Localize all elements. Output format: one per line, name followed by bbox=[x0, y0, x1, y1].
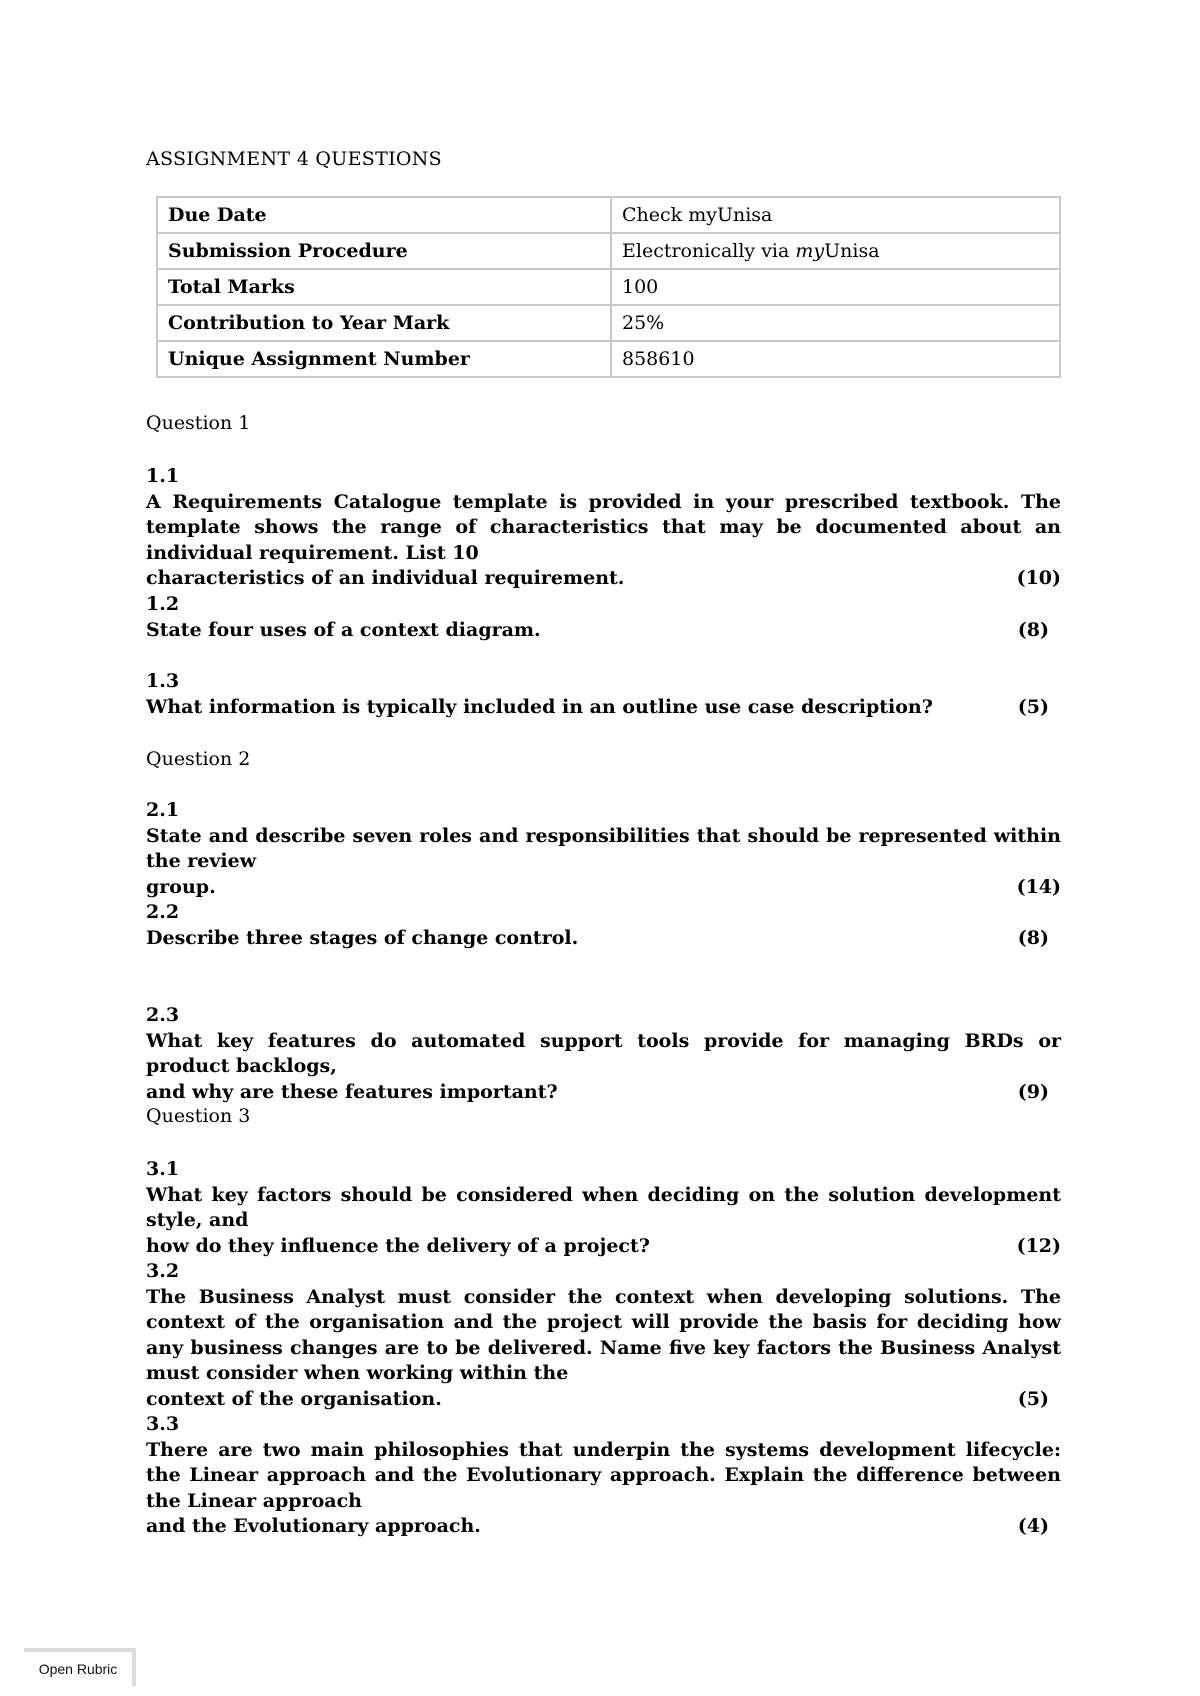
question-marks: (5) bbox=[1017, 695, 1049, 718]
question-2-heading: Question 2 bbox=[146, 748, 251, 770]
info-value: 100 bbox=[611, 269, 1060, 305]
question-number: 2.2 bbox=[146, 901, 180, 923]
question-1-2 bbox=[146, 592, 1061, 643]
question-text-end: Describe three stages of change control. bbox=[146, 926, 579, 949]
question-marks: (9) bbox=[1017, 1080, 1049, 1103]
info-label: Contribution to Year Mark bbox=[157, 305, 611, 341]
question-number: 2.1 bbox=[146, 799, 180, 821]
info-value: 25% bbox=[611, 305, 1060, 341]
question-1-1 bbox=[146, 464, 1061, 592]
info-value: 858610 bbox=[611, 341, 1060, 377]
info-value: Check myUnisa bbox=[611, 197, 1060, 233]
question-marks: (8) bbox=[1017, 618, 1049, 641]
question-marks: (4) bbox=[1017, 1515, 1049, 1537]
question-number: 1.1 bbox=[146, 465, 180, 487]
info-label: Unique Assignment Number bbox=[157, 341, 611, 377]
question-1-3 bbox=[146, 669, 1061, 720]
question-3-heading: Question 3 bbox=[146, 1105, 251, 1127]
question-text-end: characteristics of an individual requirement. bbox=[146, 567, 625, 589]
question-marks: (8) bbox=[1017, 926, 1049, 949]
question-text-end: and the Evolutionary approach. bbox=[146, 1515, 481, 1537]
question-text-end: State four uses of a context diagram. bbox=[146, 618, 541, 641]
question-text-end: group. bbox=[146, 875, 216, 898]
question-text-end: What information is typically included in an outline use case description? bbox=[146, 695, 933, 718]
question-text: There are two main philosophies that underpin the systems development lifecycle: the Linear approach and the Evolutionary approach. Explain the difference between the Linear approach bbox=[146, 1438, 1061, 1512]
question-text: State and describe seven roles and responsibilities that should be represented within the review bbox=[146, 824, 1061, 872]
question-number: 3.2 bbox=[146, 1260, 180, 1282]
question-text-end: how do they influence the delivery of a project? bbox=[146, 1234, 650, 1257]
question-marks: (12) bbox=[1016, 1234, 1061, 1257]
question-text: What key features do automated support tools provide for managing BRDs or product backlogs, bbox=[146, 1029, 1061, 1077]
info-row-due-date bbox=[157, 197, 1060, 233]
open-rubric-button[interactable]: Open Rubric bbox=[24, 1648, 136, 1686]
question-marks: (14) bbox=[1016, 875, 1061, 898]
info-row-total-marks bbox=[157, 269, 1060, 305]
info-label: Total Marks bbox=[157, 269, 611, 305]
info-label: Submission Procedure bbox=[157, 233, 611, 269]
question-2-1 bbox=[146, 798, 1061, 900]
question-text-end: and why are these features important? bbox=[146, 1080, 558, 1103]
question-number: 2.3 bbox=[146, 1004, 180, 1026]
info-row-year-mark-contribution bbox=[157, 305, 1060, 341]
question-marks: (5) bbox=[1017, 1387, 1049, 1410]
question-2-3 bbox=[146, 1003, 1061, 1105]
question-text-end: context of the organisation. bbox=[146, 1387, 442, 1410]
question-2-2 bbox=[146, 900, 1061, 951]
question-number: 1.3 bbox=[146, 670, 180, 692]
info-row-unique-assignment-number bbox=[157, 341, 1060, 377]
question-number: 3.3 bbox=[146, 1413, 180, 1435]
info-row-submission-procedure bbox=[157, 233, 1060, 269]
question-text: A Requirements Catalogue template is provided in your prescribed textbook. The template shows the range of characteristics that may be documented about an individual requirement. List 10 bbox=[146, 490, 1061, 564]
question-text: What key factors should be considered when deciding on the solution development style, and bbox=[146, 1183, 1061, 1231]
assignment-heading: ASSIGNMENT 4 QUESTIONS bbox=[146, 148, 442, 170]
question-1-heading: Question 1 bbox=[146, 412, 251, 434]
info-label: Due Date bbox=[157, 197, 611, 233]
question-text: The Business Analyst must consider the context when developing solutions. The context of the organisation and the project will provide the basis for deciding how any business changes are to be delivered. Name five key factors the Business Analyst must consider when working within the bbox=[146, 1285, 1061, 1384]
question-number: 1.2 bbox=[146, 593, 180, 615]
question-marks: (10) bbox=[1016, 567, 1061, 589]
question-3-1 bbox=[146, 1157, 1061, 1259]
question-3-3 bbox=[146, 1412, 1061, 1540]
assignment-info-table bbox=[156, 196, 1061, 378]
info-value: Electronically via myUnisa bbox=[611, 233, 1060, 269]
question-number: 3.1 bbox=[146, 1158, 180, 1180]
question-3-2 bbox=[146, 1259, 1061, 1412]
